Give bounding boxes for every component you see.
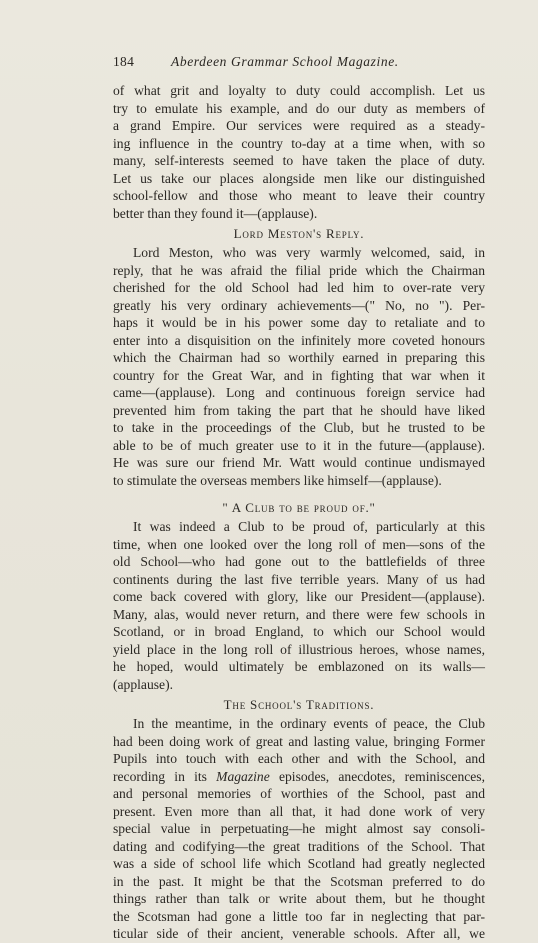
- text-line: had been doing work of great and lasting value, bringing Former: [113, 733, 485, 749]
- text-line: Pupils into touch with each other and with the School, and: [113, 751, 485, 766]
- text-line: was a side of school life which Scotland had greatly neglected: [113, 856, 485, 871]
- text-line: haps it would be in his power some day to retaliate and to: [113, 315, 485, 330]
- page-header: [113, 54, 413, 72]
- text-line: yield place in the long roll of illustrious heroes, whose names,: [113, 641, 485, 657]
- text-line: to take in the proceedings of the Club, but he trusted to be: [113, 420, 485, 435]
- paragraph-4: [113, 715, 485, 943]
- text-line: country for the Great War, and in fighting that war when it: [113, 367, 485, 383]
- text-line: He was sure our friend Mr. Watt would continue undismayed: [113, 455, 485, 470]
- text-line: of what grit and loyalty to duty could accomplish. Let us: [113, 83, 485, 98]
- text-line: able to be of much greater use to it in the future—(applause).: [113, 437, 485, 453]
- text-line: many, self-interests seemed to have taken the place of duty.: [113, 153, 485, 168]
- paragraph-3: [113, 518, 485, 693]
- text-line: greatly his very ordinary achievements—(" No, no "). Per-: [113, 297, 485, 313]
- section-heading-lord-meston-reply: Lord Meston's Reply.: [233, 226, 365, 241]
- text-line: come back covered with glory, like our President—(applause).: [113, 589, 485, 604]
- text-line: the Scotsman had gone a little too far in neglecting that par-: [113, 908, 485, 924]
- text-line: a grand Empire. Our services were required as a steady-: [113, 118, 485, 133]
- text-line: recording in its Magazine episodes, anecdotes, reminiscences,: [113, 768, 485, 784]
- running-title: Aberdeen Grammar School Magazine.: [171, 54, 399, 69]
- text-line: continents during the last five terrible years. Many of us had: [113, 571, 485, 587]
- text-line: Lord Meston, who was very warmly welcomed, said, in: [133, 245, 485, 260]
- text-line: and personal memories of worthies of the School, past and: [113, 786, 485, 801]
- text-line: prevented him from taking the part that he should have liked: [113, 402, 485, 418]
- text-line: reply, that he was afraid the filial pride which the Chairman: [113, 262, 485, 278]
- text-line: Let us take our places alongside men like our distinguished: [113, 170, 485, 186]
- text-line: ing influence in the country to-day at a time when, with so: [113, 135, 485, 151]
- text-line: Scotland, or in broad England, to which our School would: [113, 624, 485, 639]
- text-line: Many, alas, would never return, and there were few schools in: [113, 606, 485, 622]
- text-line: things rather than talk or write about them, but he thought: [113, 891, 485, 906]
- text-line: came—(applause). Long and continuous foreign service had: [113, 385, 485, 400]
- text-line: to stimulate the overseas members like himself—(applause).: [113, 472, 442, 488]
- text-line: (applause).: [113, 676, 174, 692]
- text-line: better than they found it—(applause).: [113, 205, 318, 221]
- text-line: In the meantime, in the ordinary events of peace, the Club: [133, 716, 485, 731]
- text-line: which the Chairman had so worthily earned in preparing this: [113, 350, 485, 365]
- text-line: enter into a disquisition on the infinitely more coveted honours: [113, 332, 485, 348]
- text-line: time, when one looked over the long roll of men—sons of the: [113, 536, 485, 552]
- page-number: 184: [113, 54, 135, 69]
- text-line: cherished for the old School had led him to over-rate very: [113, 280, 485, 295]
- text-line: present. Even more than all that, it had done work of very: [113, 803, 485, 819]
- text-line: special value in perpetuating—he might almost say consoli-: [113, 821, 485, 836]
- paragraph-2: [113, 244, 485, 489]
- text-line: he hoped, would ultimately be emblazoned on its walls—: [113, 659, 485, 674]
- text-line: It was indeed a Club to be proud of, particularly at this: [133, 519, 485, 534]
- paragraph-1: [113, 82, 485, 222]
- text-line: try to emulate his example, and do our duty as members of: [113, 100, 485, 116]
- section-heading-club-to-be-proud-of: " A Club to be proud of.": [222, 500, 376, 515]
- section-heading-school-traditions: The School's Traditions.: [223, 697, 375, 712]
- text-line: ticular side of their ancient, venerable schools. After all, we: [113, 926, 485, 941]
- text-line: old School—who had gone out to the battlefields of three: [113, 554, 485, 569]
- text-line: dating and codifying—the great traditions of the School. That: [113, 838, 485, 854]
- text-line: in the past. It might be that the Scotsman preferred to do: [113, 873, 485, 889]
- body-text: [113, 82, 485, 943]
- text-line: school-fellow and those who meant to leave their country: [113, 188, 485, 203]
